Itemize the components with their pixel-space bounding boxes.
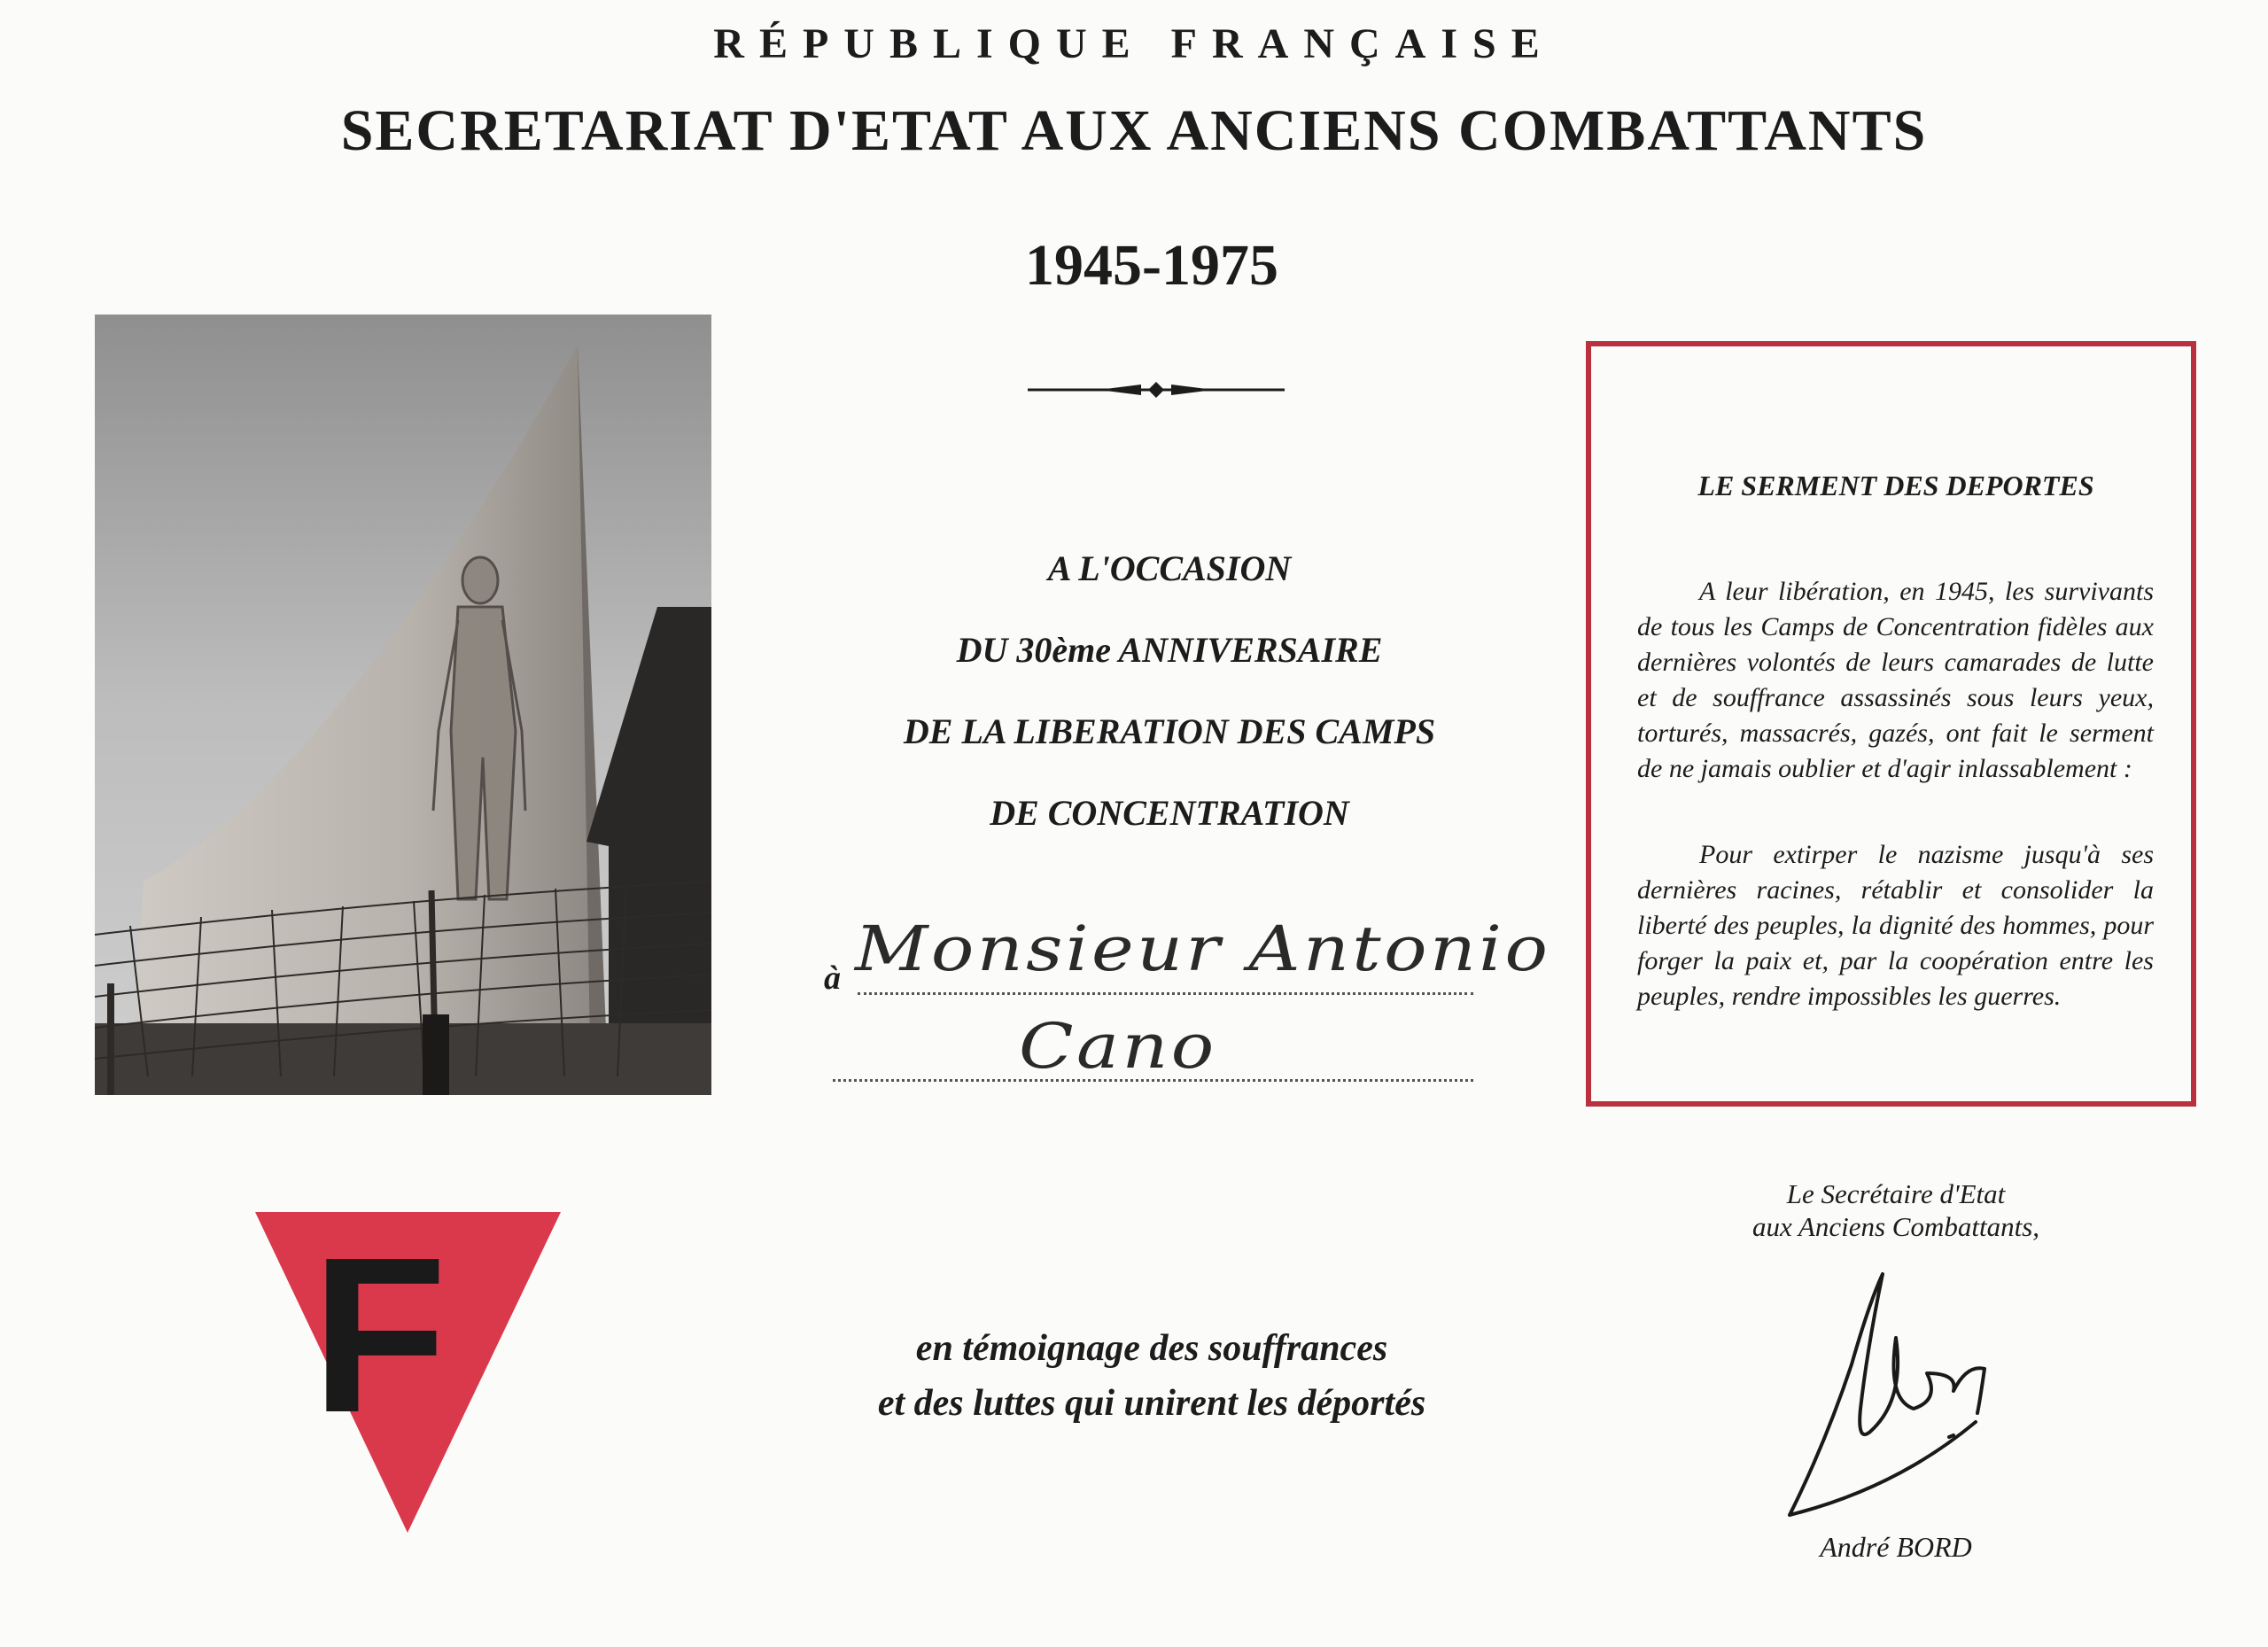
oath-title: LE SERMENT DES DEPORTES — [1697, 470, 2094, 501]
handwritten-signature — [1772, 1267, 2002, 1524]
oath-paragraph-1: A leur libération, en 1945, les survivants de tous les Camps de Concentration fidèles aux dernières volontés de leurs camarades de lutte et de souffrance assassinés sous leurs yeux, torturés, massacrés, gazés, ont fait le serment de ne jamais oublier et d'agir inlassablement : — [1637, 577, 2154, 783]
red-triangle-emblem — [255, 1212, 561, 1533]
recipient-prefix: à — [824, 959, 841, 997]
testimony-line-1: en témoignage des souffrances — [915, 1328, 1388, 1369]
occasion-line-1: A L'OCCASION — [1047, 548, 1292, 588]
recipient-name-line-1: Monsieur Antonio — [855, 913, 1551, 985]
occasion-line-4: DE CONCENTRATION — [990, 793, 1349, 833]
years-heading: 1945-1975 — [1025, 233, 1278, 298]
ministry-heading: SECRETARIAT D'ETAT AUX ANCIENS COMBATTANTS — [340, 98, 1928, 163]
ornamental-divider — [1028, 372, 1285, 408]
recipient-name-line-2: Cano — [1019, 1010, 1217, 1083]
signatory-name: André BORD — [1820, 1531, 1972, 1563]
occasion-line-3: DE LA LIBERATION DES CAMPS — [903, 711, 1436, 751]
triangle-letter: F — [311, 1212, 447, 1458]
recipient-dotted-line-1 — [858, 992, 1473, 995]
memorial-photograph — [95, 315, 711, 1095]
signatory-title-line-2: aux Anciens Combattants, — [1751, 1211, 2040, 1242]
oath-paragraph-2: Pour extirper le nazisme jusqu'à ses dernières racines, rétablir et consolider la liberté des peuples, la dignité des hommes, pour forger la paix et, par la coopération entre les peuples, rendre impossibles les guerres. — [1637, 840, 2154, 1011]
signatory-title-line-1: Le Secrétaire d'Etat — [1786, 1178, 2006, 1209]
republic-heading: RÉPUBLIQUE FRANÇAISE — [713, 20, 1555, 67]
occasion-line-2: DU 30ème ANNIVERSAIRE — [956, 630, 1383, 670]
testimony-line-2: et des luttes qui unirent les déportés — [877, 1383, 1426, 1424]
